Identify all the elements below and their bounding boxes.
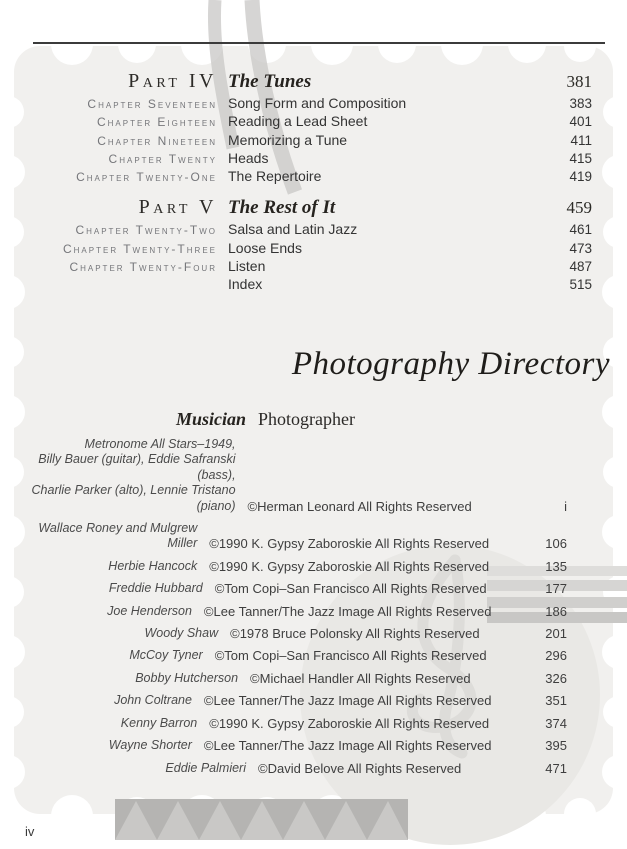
part-title: The Rest of It [228,197,336,219]
chapter-label: Chapter Twenty-Three [62,241,217,256]
photography-directory-title: Photography Directory [291,346,610,382]
musician-line: Eddie Palmieri [165,760,246,775]
directory-row [25,604,567,619]
musician-line: Charlie Parker (alto), Lennie Tristano (piano) [31,483,236,513]
directory-row [25,671,567,686]
chapter-label: Chapter Twenty-Four [69,260,217,275]
photo-credit: ©1978 Bruce Polonsky All Rights Reserved [230,626,480,642]
musician-line: Bobby Hutcherson [135,670,239,685]
directory-row [25,626,567,641]
photo-credit: ©1990 K. Gypsy Zaboroskie All Rights Reserved [209,558,490,574]
chapter-label: Chapter Twenty-Two [75,223,217,238]
musician-line: John Coltrane [114,693,192,708]
chapter-label: Chapter Nineteen [97,133,217,148]
musician-name [25,521,197,552]
directory-row [25,716,567,731]
toc-chapter-row [25,95,592,113]
photo-credit: ©Herman Leonard All Rights Reserved [247,498,472,514]
chapter-title: Loose Ends [228,239,302,256]
musician-name [25,559,197,574]
photo-page-number: 374 [545,715,567,731]
part-page-number: 459 [566,198,592,218]
chapter-title: Listen [228,258,266,275]
toc-chapter-row [25,150,592,168]
photo-page-number: 471 [545,760,567,776]
musician-line: Wallace Roney and Mulgrew Miller [38,521,198,551]
photo-credit: ©Lee Tanner/The Jazz Image All Rights Reserved [203,738,492,754]
chapter-label: Chapter Twenty-One [76,170,217,185]
directory-row [25,521,567,552]
chapter-title: Song Form and Composition [228,95,407,111]
musician-name [25,648,203,663]
photo-credit: ©Lee Tanner/The Jazz Image All Rights Reserved [203,603,492,619]
toc-chapter-row [25,258,592,276]
directory-row [25,581,567,596]
zigzag-band [115,799,408,840]
photo-page-number: 296 [545,648,567,664]
photo-credit: ©Lee Tanner/The Jazz Image All Rights Reserved [203,693,492,709]
toc-chapter-row [25,113,592,131]
musician-line: Joe Henderson [107,603,192,618]
musician-name [25,604,192,619]
musician-name [25,693,192,708]
table-of-contents [25,70,592,295]
musician-name [25,626,218,641]
musician-name [25,761,246,776]
photo-credit: ©Tom Copi–San Francisco All Rights Reserved [214,581,487,597]
musician-name [25,738,192,753]
photo-credit: ©Michael Handler All Rights Reserved [250,670,471,686]
chapter-page-number: 419 [569,169,592,185]
chapter-label: Chapter Seventeen [87,97,217,111]
photo-credit: ©Tom Copi–San Francisco All Rights Reserved [214,648,487,664]
musician-line: Metronome All Stars–1949, [84,437,236,451]
photo-credit: ©1990 K. Gypsy Zaboroskie All Rights Reserved [209,715,490,731]
musician-column-header: Musician [175,409,246,429]
musician-line: Herbie Hancock [108,558,198,573]
part-label: Part IV [128,70,217,92]
directory-row [25,693,567,708]
directory-column-headers [25,409,567,430]
photo-page-number: 326 [545,670,567,686]
toc-part-row [25,70,592,95]
photo-page-number: 106 [545,536,567,552]
chapter-title: Memorizing a Tune [228,131,348,148]
directory-row [25,559,567,574]
photo-page-number: 201 [545,626,567,642]
toc-chapter-row [25,221,592,239]
part-page-number: 381 [566,72,592,91]
directory-row [25,761,567,776]
chapter-page-number: 415 [569,150,592,166]
photo-credit: ©1990 K. Gypsy Zaboroskie All Rights Reserved [209,536,490,552]
photo-page-number: 177 [545,581,567,597]
toc-section [25,196,592,294]
part-title: The Tunes [228,71,312,92]
photo-credit: ©David Belove All Rights Reserved [258,760,462,776]
toc-section [25,70,592,186]
chapter-page-number: 383 [569,96,592,111]
chapter-page-number: 411 [570,132,592,148]
chapter-page-number: 515 [569,277,592,293]
musician-name [25,671,238,686]
photography-directory-list [25,437,567,783]
musician-line: Billy Bauer (guitar), Eddie Safranski (bass), [38,452,236,482]
toc-chapter-row [25,132,592,150]
directory-row [25,738,567,753]
musician-line: Wayne Shorter [108,738,192,753]
chapter-title: The Repertoire [228,168,322,185]
toc-part-row [25,196,592,221]
chapter-page-number: 473 [569,240,592,256]
chapter-title: Index [228,276,263,293]
photo-page-number: 186 [545,603,567,619]
chapter-page-number: 461 [569,222,592,238]
musician-line: Woody Shaw [144,626,219,641]
directory-row [25,437,567,514]
toc-chapter-row [25,168,592,186]
musician-line: Kenny Barron [120,715,198,730]
chapter-title: Heads [228,149,269,166]
chapter-title: Reading a Lead Sheet [228,113,368,130]
photo-page-number: i [564,498,567,514]
musician-name [25,716,197,731]
photo-page-number: 135 [545,558,567,574]
page-folio-number: iv [25,824,35,839]
chapter-label: Chapter Eighteen [96,115,217,130]
chapter-page-number: 487 [569,259,592,275]
photographer-column-header: Photographer [258,409,355,429]
toc-chapter-row [25,240,592,258]
chapter-page-number: 401 [569,114,592,130]
part-label: Part V [138,196,217,219]
musician-name [25,581,203,596]
header-rule [33,42,605,44]
musician-line: Freddie Hubbard [108,581,203,596]
directory-row [25,648,567,663]
musician-line: McCoy Tyner [129,648,203,663]
toc-chapter-row [25,276,592,294]
photo-page-number: 395 [545,738,567,754]
musician-name [25,437,236,514]
photo-page-number: 351 [545,693,567,709]
chapter-label: Chapter Twenty [108,151,217,166]
chapter-title: Salsa and Latin Jazz [228,221,358,238]
